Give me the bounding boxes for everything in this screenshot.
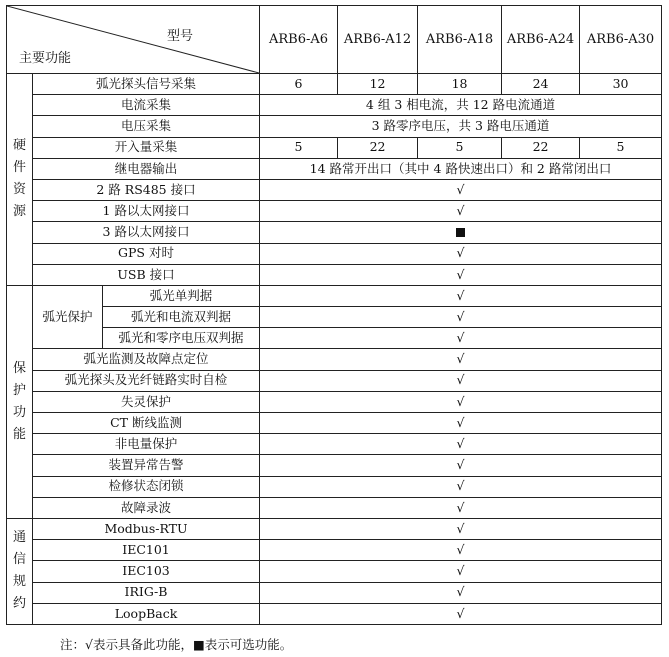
table-row [7, 540, 662, 561]
model-header-a30: ARB6-A30 [580, 6, 662, 74]
check-mark: √ [260, 476, 662, 497]
row-label: Modbus-RTU [33, 518, 260, 539]
diagonal-header-cell [7, 6, 260, 74]
table-row [7, 603, 662, 624]
cell-value: 12 [338, 74, 418, 95]
table-row [7, 370, 662, 391]
row-label: IEC103 [33, 561, 260, 582]
check-mark: √ [260, 328, 662, 349]
table-row [7, 497, 662, 518]
table-row [7, 74, 662, 95]
category-protection: 保 护 功 能 [7, 285, 33, 518]
header-row [7, 6, 662, 74]
check-mark: √ [260, 582, 662, 603]
row-label: 3 路以太网接口 [33, 222, 260, 243]
row-label: 开入量采集 [33, 137, 260, 158]
table-row [7, 391, 662, 412]
row-label: 弧光探头信号采集 [33, 74, 260, 95]
check-mark: √ [260, 349, 662, 370]
cell-value: 18 [418, 74, 502, 95]
table-row [7, 179, 662, 200]
check-mark: √ [260, 518, 662, 539]
row-label: 弧光监测及故障点定位 [33, 349, 260, 370]
optional-cell [260, 222, 662, 243]
cell-value: 4 组 3 相电流，共 12 路电流通道 [260, 95, 662, 116]
arc-protection-group-label: 弧光保护 [33, 285, 103, 349]
check-mark: √ [260, 561, 662, 582]
table-row [7, 518, 662, 539]
check-mark: √ [260, 540, 662, 561]
category-hardware: 硬 件 资 源 [7, 74, 33, 286]
check-mark: √ [260, 413, 662, 434]
check-mark: √ [260, 391, 662, 412]
table-row [7, 307, 662, 328]
check-mark: √ [260, 603, 662, 624]
cell-value: 30 [580, 74, 662, 95]
table-row [7, 328, 662, 349]
row-label: CT 断线监测 [33, 413, 260, 434]
model-header-a12: ARB6-A12 [338, 6, 418, 74]
row-label: 继电器输出 [33, 158, 260, 179]
row-label: 失灵保护 [33, 391, 260, 412]
table-row [7, 116, 662, 137]
table-row [7, 201, 662, 222]
model-label: 型号 [167, 29, 194, 44]
row-label: IRIG-B [33, 582, 260, 603]
cell-value: 5 [260, 137, 338, 158]
cell-value: 5 [418, 137, 502, 158]
model-header-a6: ARB6-A6 [260, 6, 338, 74]
table-row [7, 455, 662, 476]
model-header-a24: ARB6-A24 [502, 6, 580, 74]
check-mark: √ [260, 455, 662, 476]
table-row [7, 243, 662, 264]
check-mark: √ [260, 243, 662, 264]
row-label: 非电量保护 [33, 434, 260, 455]
check-mark: √ [260, 264, 662, 285]
row-label: IEC101 [33, 540, 260, 561]
optional-square-icon [456, 228, 465, 237]
row-label: USB 接口 [33, 264, 260, 285]
table-row [7, 158, 662, 179]
cell-value: 14 路常开出口（其中 4 路快速出口）和 2 路常闭出口 [260, 158, 662, 179]
check-mark: √ [260, 285, 662, 306]
cell-value: 22 [502, 137, 580, 158]
function-spec-table [6, 5, 662, 625]
row-label: 弧光和电流双判据 [103, 307, 260, 328]
category-comm: 通 信 规 约 [7, 518, 33, 624]
row-label: 1 路以太网接口 [33, 201, 260, 222]
row-label: GPS 对时 [33, 243, 260, 264]
cell-value: 24 [502, 74, 580, 95]
row-label: 装置异常告警 [33, 455, 260, 476]
table-row [7, 561, 662, 582]
table-row [7, 434, 662, 455]
check-mark: √ [260, 307, 662, 328]
check-mark: √ [260, 201, 662, 222]
table-row [7, 582, 662, 603]
table-row [7, 285, 662, 306]
row-label: 弧光和零序电压双判据 [103, 328, 260, 349]
row-label: LoopBack [33, 603, 260, 624]
row-label: 弧光单判据 [103, 285, 260, 306]
table-row [7, 413, 662, 434]
table-row [7, 222, 662, 243]
row-label: 电流采集 [33, 95, 260, 116]
function-label: 主要功能 [19, 51, 72, 66]
table-row [7, 137, 662, 158]
table-row [7, 349, 662, 370]
table-row [7, 476, 662, 497]
footnote: 注：√表示具备此功能，■表示可选功能。 [60, 637, 293, 652]
check-mark: √ [260, 497, 662, 518]
row-label: 故障录波 [33, 497, 260, 518]
row-label: 2 路 RS485 接口 [33, 179, 260, 200]
model-header-a18: ARB6-A18 [418, 6, 502, 74]
cell-value: 5 [580, 137, 662, 158]
cell-value: 22 [338, 137, 418, 158]
check-mark: √ [260, 370, 662, 391]
cell-value: 3 路零序电压，共 3 路电压通道 [260, 116, 662, 137]
row-label: 电压采集 [33, 116, 260, 137]
cell-value: 6 [260, 74, 338, 95]
check-mark: √ [260, 434, 662, 455]
row-label: 检修状态闭锁 [33, 476, 260, 497]
table-row [7, 264, 662, 285]
row-label: 弧光探头及光纤链路实时自检 [33, 370, 260, 391]
check-mark: √ [260, 179, 662, 200]
table-row [7, 95, 662, 116]
